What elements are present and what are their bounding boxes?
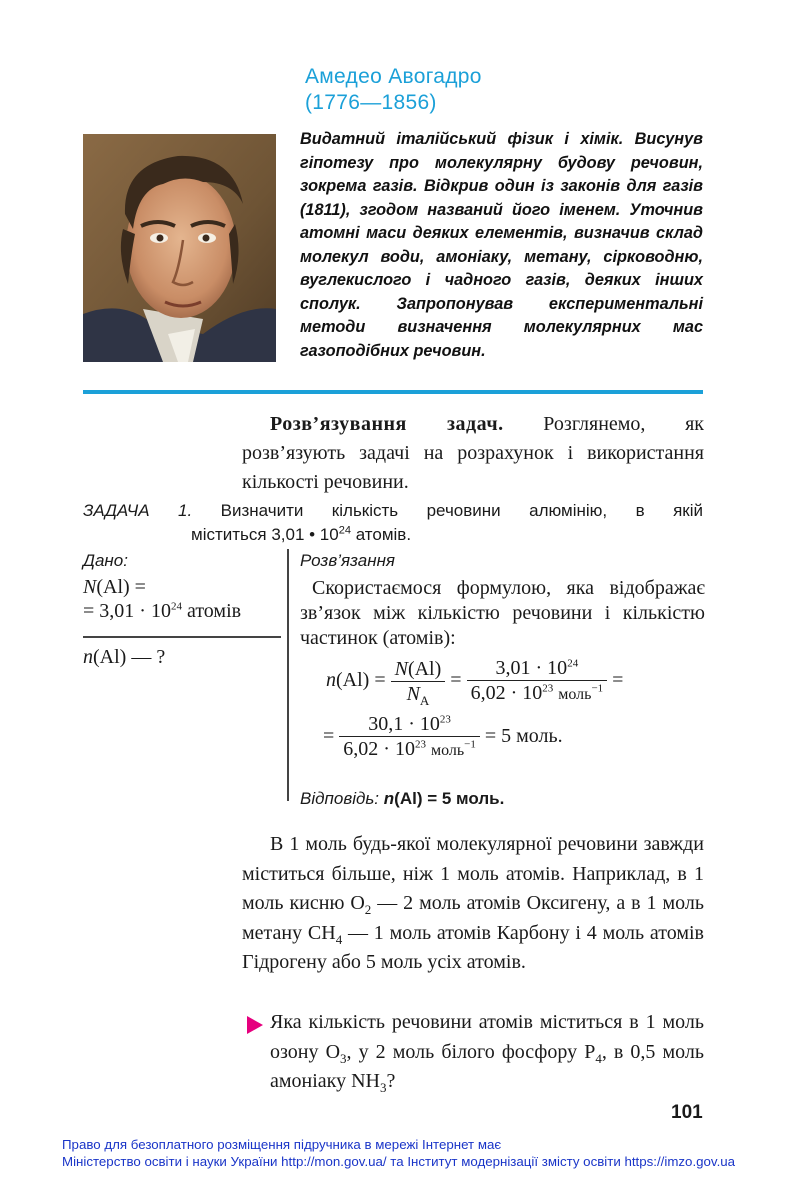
given-n-line (83, 575, 283, 599)
frac2-den-exp: 23 (542, 682, 554, 695)
formula-lhs-arg: (Al) = (336, 669, 386, 692)
question-part1: Яка кількість речовини атомів міститься в 1 моль озону O (270, 1011, 704, 1063)
formula-equals-1: = (450, 669, 462, 692)
footer-line-2: Міністерство освіти і науки України http://mon.gov.ua/ та Інститут модернізації змісту освіти https://imzo.gov.ua (62, 1154, 736, 1169)
solution-column (300, 549, 705, 651)
frac3-unit: моль (430, 742, 465, 759)
frac3-den: 6,02 · 10 (343, 738, 415, 760)
solving-text: Розглянемо, як розв’язують задачі на розрахунок і використання кількості речовини. (242, 413, 705, 493)
given-unit: атомів (186, 600, 242, 622)
triangle-marker-icon (247, 1016, 263, 1034)
find-arg: (Al) — ? (93, 646, 166, 668)
frac3-den-exp: 23 (414, 738, 426, 751)
find-line (83, 645, 283, 669)
question-sub1: 3 (340, 1050, 347, 1066)
question-part3: , в 0,5 моль амоніаку NH (270, 1040, 704, 1092)
given-horizontal-rule (83, 636, 281, 638)
para2-sub2: 4 (335, 931, 343, 947)
para2-sub1: 2 (364, 902, 372, 917)
atoms-paragraph (242, 830, 704, 978)
formula-equals-3: = (323, 725, 335, 748)
frac1-den-symbol: N (406, 683, 420, 705)
page-number: 101 (671, 1102, 703, 1123)
question-sub3: 3 (380, 1080, 387, 1095)
frac1-den-sub: A (419, 693, 430, 708)
formula-result: = 5 моль. (484, 725, 563, 748)
formula-fraction-1 (391, 657, 446, 706)
task-line-1 (83, 499, 703, 523)
answer-value: (Al) = 5 моль. (394, 789, 505, 808)
frac1-num-symbol: N (394, 658, 408, 680)
find-symbol: n (83, 646, 93, 668)
task-text-1: Визначити кількість речовини алюмінію, в якій (220, 501, 703, 520)
solution-title: Розв’язання (300, 551, 396, 570)
bio-title (305, 64, 482, 116)
formula-lhs-symbol: n (326, 669, 336, 692)
frac2-unit: моль (558, 686, 592, 703)
given-title: Дано: (83, 551, 128, 570)
frac3-num-exp: 23 (439, 713, 451, 726)
given-n-arg: (Al) = (96, 576, 146, 598)
answer-line (300, 789, 504, 809)
frac2-num-exp: 24 (567, 657, 579, 670)
question-part2: , у 2 моль білого фосфору P (346, 1040, 596, 1063)
task-exponent: 24 (338, 524, 351, 537)
frac3-num: 30,1 · 10 (368, 713, 440, 735)
question-sub2: 4 (595, 1050, 602, 1066)
answer-symbol: n (383, 789, 395, 808)
frac2-num: 3,01 · 10 (495, 657, 568, 679)
solving-intro (242, 410, 704, 497)
para2-part1: В 1 моль будь-якої молекулярної речовини завжди міститься більше, ніж 1 моль атомів. Наприклад, в 1 моль кисню O (242, 833, 704, 914)
formula-fraction-3 (339, 712, 480, 763)
given-n-symbol: N (83, 576, 97, 598)
given-column (83, 549, 283, 669)
frac2-den: 6,02 · 10 (470, 682, 543, 704)
formula-fraction-2 (467, 656, 608, 707)
formula-line-2 (323, 712, 563, 763)
task-statement (83, 499, 703, 547)
given-value: = 3,01 · 10 (83, 600, 171, 622)
section-divider (83, 390, 703, 394)
answer-label: Відповідь: (300, 789, 380, 808)
frac3-unit-exp: −1 (464, 738, 476, 751)
given-vertical-rule (287, 549, 289, 801)
frac2-unit-exp: −1 (591, 682, 604, 695)
formula-equals-2: = (612, 669, 624, 692)
given-exponent: 24 (170, 600, 182, 613)
para2-part3: — 1 моль атомів Карбону і 4 моль атомів Гідрогену або 5 моль усіх атомів. (242, 921, 704, 973)
task-label: ЗАДАЧА 1. (83, 501, 193, 520)
frac1-num-arg: (Al) (407, 658, 442, 680)
question-part4: ? (386, 1070, 396, 1092)
portrait-image (83, 134, 276, 362)
task-value: міститься 3,01 • 10 (191, 525, 339, 544)
bio-years: (1776—1856) (305, 91, 437, 114)
question-text (270, 1008, 704, 1097)
task-unit: атомів. (355, 525, 412, 544)
footer-notice (62, 1136, 735, 1170)
solving-heading: Розв’язування задач. (270, 413, 504, 435)
footer-line-1: Право для безоплатного розміщення підручника в мережі Інтернет має (62, 1137, 502, 1152)
formula-line-1 (326, 656, 623, 707)
bio-description: Видатний італійський фізик і хімік. Висунув гіпотезу про молекулярну будову речовин, зокрема газів. Відкрив один із законів для газів (1811), згодом названий його іменем. Уточнив атомні маси деяких елементів, визначив склад молекул води, амоніаку, метану, сірководню, вуглекислого і чадного газів, деяких інших сполук. Запропонував експериментальні методи визначення молекулярних мас газоподібних речовин. (300, 130, 703, 360)
solution-intro: Скористаємося формулою, яка відображає зв’язок між кількістю речовини і кількістю частинок (атомів): (300, 577, 705, 649)
para2-part2: — 2 моль атомів Оксигену, а в 1 моль метану CH (242, 892, 704, 944)
given-value-line (83, 599, 283, 623)
bio-name: Амедео Авогадро (305, 65, 482, 88)
task-line-2 (83, 523, 703, 547)
